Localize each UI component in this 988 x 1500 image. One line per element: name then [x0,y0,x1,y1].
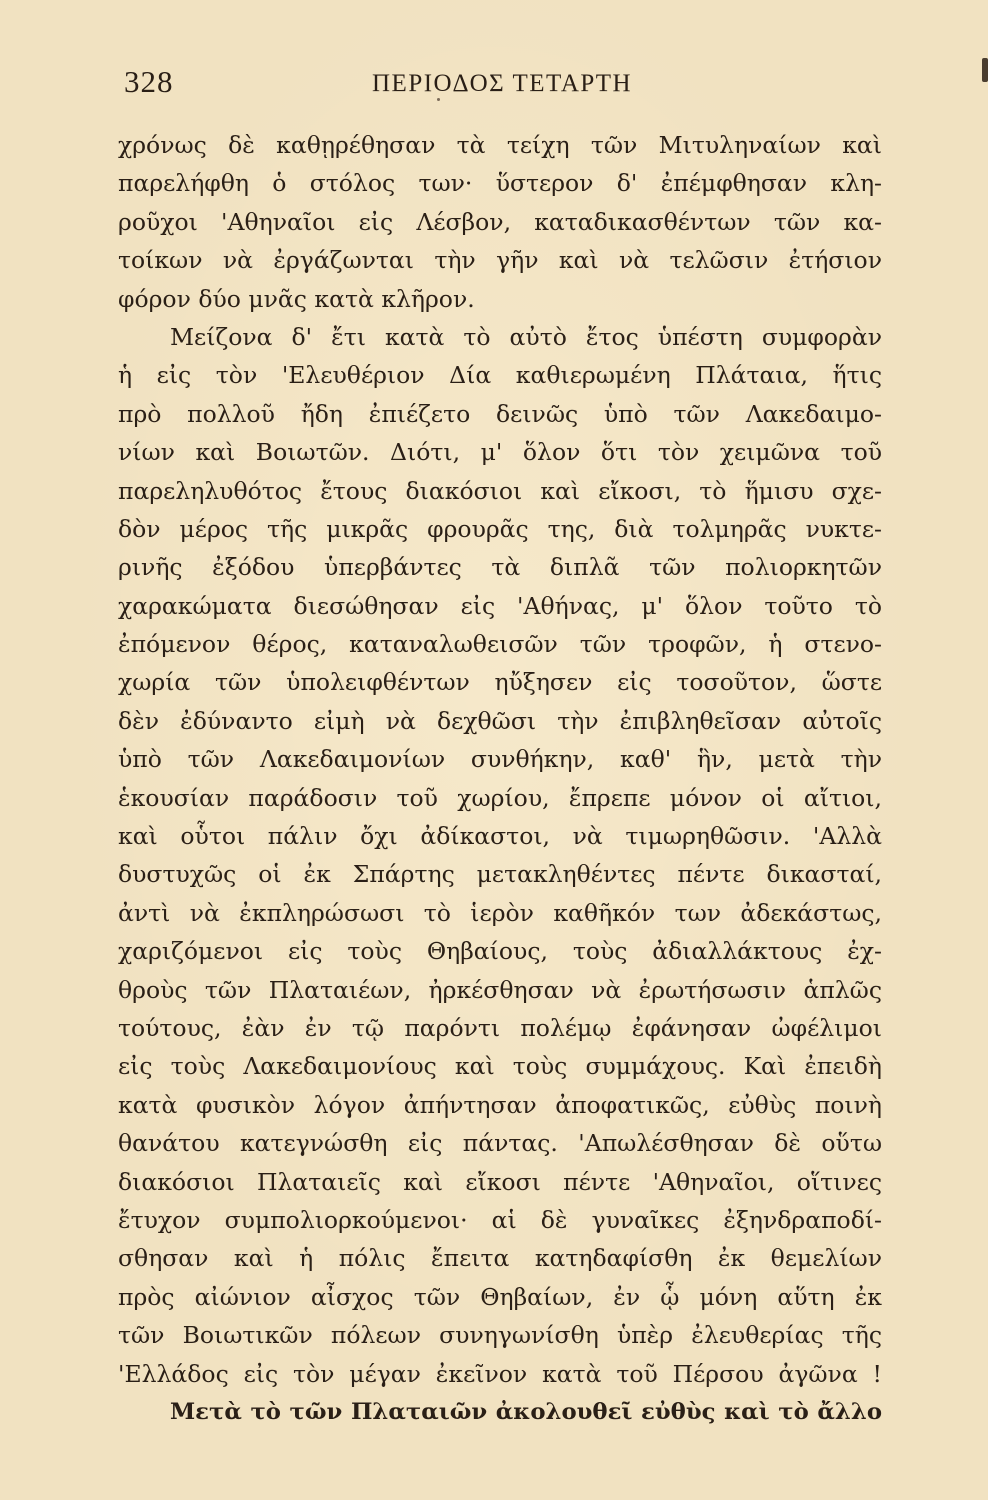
text-line: τοίκων νὰ ἐργάζωνται τὴν γῆν καὶ νὰ τελῶσιν ἐτήσιον [118,246,882,275]
page-header [0,0,988,110]
text-line: χωρία τῶν ὑπολειφθέντων ηὔξησεν εἰς τοσοῦτον, ὥστε [118,668,882,697]
text-line: καὶ οὗτοι πάλιν ὄχι ἀδίκαστοι, νὰ τιμωρηθῶσιν. 'Αλλὰ [118,822,882,851]
page-number: 328 [124,64,174,99]
paper-speck [437,98,440,101]
text-line: ἐπόμενον θέρος, καταναλωθεισῶν τῶν τροφῶν, ἡ στενο- [118,630,882,659]
text-line: θροὺς τῶν Πλαταιέων, ἠρκέσθησαν νὰ ἐρωτήσωσιν ἁπλῶς [118,975,882,1004]
text-line: παρελήφθη ὁ στόλος των· ὕστερον δ' ἐπέμφθησαν κλη- [118,169,882,198]
text-line: διακόσιοι Πλαταιεῖς καὶ εἴκοσι πέντε 'Αθηναῖοι, οἵτινες [118,1167,882,1196]
text-line: τῶν Βοιωτικῶν πόλεων συνηγωνίσθη ὑπὲρ ἐλευθερίας τῆς [118,1321,882,1350]
text-line: ἀντὶ νὰ ἐκπληρώσωσι τὸ ἱερὸν καθῆκόν των ἀδεκάστως, [118,898,882,927]
text-line: χαριζόμενοι εἰς τοὺς Θηβαίους, τοὺς ἀδιαλλάκτους ἐχ- [118,937,882,966]
text-line: δὸν μέρος τῆς μικρᾶς φρουρᾶς της, διὰ τολμηρᾶς νυκτε- [118,514,882,543]
text-line: πρὸς αἰώνιον αἶσχος τῶν Θηβαίων, ἐν ᾧ μόνη αὕτη ἐκ [118,1282,882,1311]
text-line: 'Ελλάδος εἰς τὸν μέγαν ἐκεῖνον κατὰ τοῦ Πέρσου ἀγῶνα ! [118,1359,882,1388]
text-line: ἑκουσίαν παράδοσιν τοῦ χωρίου, ἔπρεπε μόνον οἱ αἴτιοι, [118,783,882,812]
text-line: ἔτυχον συμπολιορκούμενοι· αἱ δὲ γυναῖκες ἐξηνδραποδί- [118,1205,882,1234]
text-line: δὲν ἐδύναντο εἰμὴ νὰ δεχθῶσι τὴν ἐπιβληθεῖσαν αὐτοῖς [118,706,882,735]
text-line: φόρον δύο μνᾶς κατὰ κλῆρον. [118,284,475,313]
text-line: κατὰ φυσικὸν λόγον ἀπήντησαν ἀποφατικῶς, εὐθὺς ποινὴ [118,1090,882,1119]
body-text [118,126,882,1431]
page-edge-mark [982,58,988,82]
running-title: ΠΕΡΙΟΔΟΣ ΤΕΤΑΡΤΗ [372,70,633,97]
text-line: νίων καὶ Βοιωτῶν. Διότι, μ' ὅλον ὅτι τὸν χειμῶνα τοῦ [118,438,882,467]
text-line: Μείζονα δ' ἔτι κατὰ τὸ αὐτὸ ἔτος ὑπέστη συμφορὰν [170,322,882,351]
text-line: χαρακώματα διεσώθησαν εἰς 'Αθήνας, μ' ὅλον τοῦτο τὸ [118,591,882,620]
text-line: εἰς τοὺς Λακεδαιμονίους καὶ τοὺς συμμάχους. Καὶ ἐπειδὴ [118,1052,882,1081]
text-line: πρὸ πολλοῦ ἤδη ἐπιέζετο δεινῶς ὑπὸ τῶν Λακεδαιμο- [118,399,882,428]
text-line: ρινῆς ἐξόδου ὑπερβάντες τὰ διπλᾶ τῶν πολιορκητῶν [118,553,882,582]
text-line: ὑπὸ τῶν Λακεδαιμονίων συνθήκην, καθ' ἣν, μετὰ τὴν [118,745,882,774]
text-line: ἡ εἰς τὸν 'Ελευθέριον Δία καθιερωμένη Πλάταια, ἥτις [118,361,882,390]
text-line: σθησαν καὶ ἡ πόλις ἔπειτα κατηδαφίσθη ἐκ θεμελίων [118,1244,882,1273]
text-line: δυστυχῶς οἱ ἐκ Σπάρτης μετακληθέντες πέντε δικασταί, [118,860,882,889]
text-line: παρεληλυθότος ἔτους διακόσιοι καὶ εἴκοσι, τὸ ἥμισυ σχε- [118,476,882,505]
text-line: θανάτου κατεγνώσθη εἰς πάντας. 'Απωλέσθησαν δὲ οὕτω [118,1129,882,1158]
text-line: χρόνως δὲ καθῃρέθησαν τὰ τείχη τῶν Μιτυληναίων καὶ [118,131,882,159]
text-line: Μετὰ τὸ τῶν Πλαταιῶν ἀκολουθεῖ εὐθὺς καὶ τὸ ἄλλο [170,1398,882,1425]
text-line: ροῦχοι 'Αθηναῖοι εἰς Λέσβον, καταδικασθέντων τῶν κα- [118,207,882,236]
text-line: τούτους, ἐὰν ἐν τῷ παρόντι πολέμῳ ἐφάνησαν ὠφέλιμοι [118,1013,882,1042]
